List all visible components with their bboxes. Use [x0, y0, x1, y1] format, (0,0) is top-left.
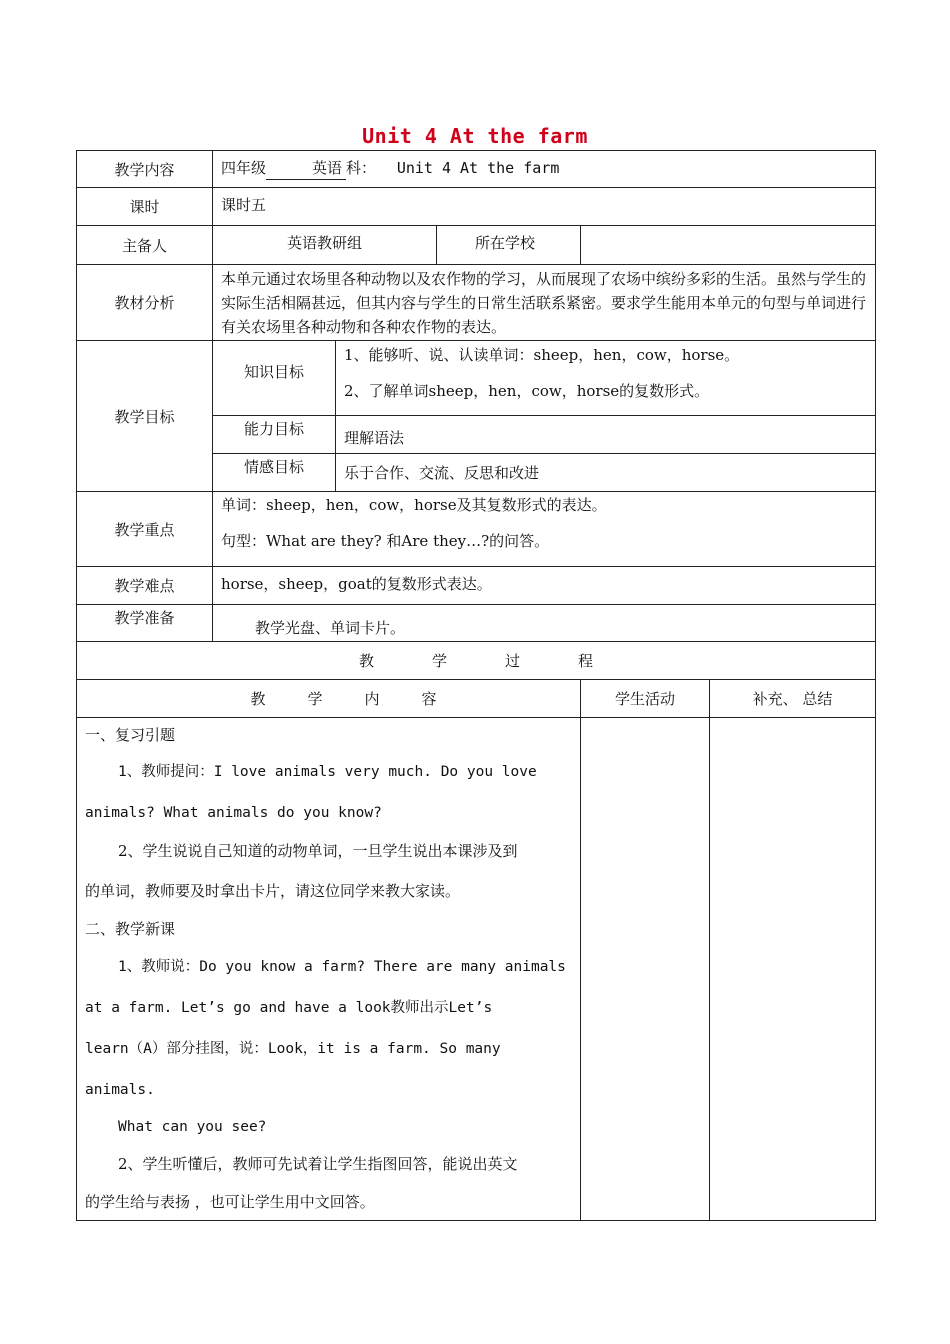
row-preparer [77, 226, 876, 265]
process-header: 教 学 过 程 [359, 652, 594, 670]
row-process-header [77, 642, 876, 680]
ability-value: 理解语法 [344, 429, 405, 447]
label-analysis: 教材分析 [77, 265, 213, 341]
process-line: 1、教师提问：I love animals very much. Do you love [118, 764, 537, 780]
row-prep [77, 605, 876, 642]
process-line: animals? What animals do you know? [85, 805, 382, 821]
process-line: 二、教学新课 [85, 920, 176, 938]
col-content-header: 教 学 内 容 [250, 690, 437, 708]
emotion-value: 乐于合作、交流、反思和改进 [344, 464, 540, 482]
col-activity-header: 学生活动 [614, 690, 675, 708]
notes-cell [710, 718, 876, 1221]
process-line: 2、学生听懂后，教师可先试着让学生指图回答，能说出英文 [118, 1155, 518, 1173]
row-analysis [77, 265, 876, 341]
process-line: 2、学生说说自己知道的动物单词，一旦学生说出本课涉及到 [118, 842, 518, 860]
label-focus: 教学重点 [77, 492, 213, 567]
document-title: Unit 4 At the farm [362, 124, 588, 148]
label-preparer: 主备人 [77, 226, 213, 265]
process-line: What can you see? [118, 1119, 267, 1135]
row-focus [77, 492, 876, 567]
row-content [77, 151, 876, 188]
knowledge-1: 1、能够听、说、认读单词：sheep，hen，cow，horse。 [344, 346, 740, 364]
label-period: 课时 [77, 188, 213, 226]
row-process-body [77, 718, 876, 1221]
subject-suffix: 科： [346, 159, 377, 177]
label-ability: 能力目标 [243, 420, 304, 438]
row-difficulty [77, 567, 876, 605]
content-value [213, 151, 875, 180]
label-knowledge: 知识目标 [243, 363, 304, 381]
col-notes-header: 补充、 总结 [752, 690, 833, 708]
preparer-value: 英语教研组 [286, 234, 362, 252]
student-activity-cell [581, 718, 710, 1221]
label-difficulty: 教学难点 [77, 567, 213, 605]
school-label: 所在学校 [475, 234, 536, 252]
grade: 四年级 [221, 159, 267, 177]
label-prep: 教学准备 [114, 609, 175, 627]
unit-name: Unit 4 At the farm [396, 159, 560, 177]
process-line: at a farm. Let’s go and have a look教师出示Let’s [85, 1000, 493, 1016]
row-process-columns [77, 680, 876, 718]
difficulty-value: horse，sheep，goat的复数形式表达。 [221, 575, 492, 593]
process-line: 1、教师说：Do you know a farm? There are many animals [118, 959, 566, 975]
label-emotion: 情感目标 [243, 458, 304, 476]
lesson-plan-table [76, 150, 876, 1221]
subject: 英语 [266, 157, 346, 180]
focus-line-1: 单词：sheep，hen，cow，horse及其复数形式的表达。 [221, 496, 607, 514]
process-content [77, 718, 580, 1220]
process-line: 一、复习引题 [85, 726, 176, 744]
school-value [581, 226, 875, 232]
label-content: 教学内容 [77, 151, 213, 188]
process-line: 的学生给与表扬 ，也可让学生用中文回答。 [85, 1193, 375, 1211]
period-value: 课时五 [221, 196, 267, 214]
label-goals: 教学目标 [77, 341, 213, 492]
row-goal-knowledge [77, 341, 876, 416]
process-line: 的单词，教师要及时拿出卡片，请这位同学来教大家读。 [85, 882, 461, 900]
row-period [77, 188, 876, 226]
process-line: animals. [85, 1082, 155, 1098]
prep-value: 教学光盘、单词卡片。 [255, 619, 406, 637]
analysis-text: 本单元通过农场里各种动物以及农作物的学习，从而展现了农场中缤纷多彩的生活。虽然与学生的实际生活相隔甚远，但其内容与学生的日常生活联系紧密。要求学生能用本单元的句型与单词进行有关农场里各种动物和各种农作物的表达。 [221, 270, 867, 336]
knowledge-2: 2、了解单词sheep，hen，cow，horse的复数形式。 [344, 382, 710, 400]
process-line: learn（A）部分挂图，说：Look，it is a farm. So many [85, 1041, 501, 1057]
focus-line-2: 句型：What are they? 和Are they…?的问答。 [221, 532, 550, 550]
